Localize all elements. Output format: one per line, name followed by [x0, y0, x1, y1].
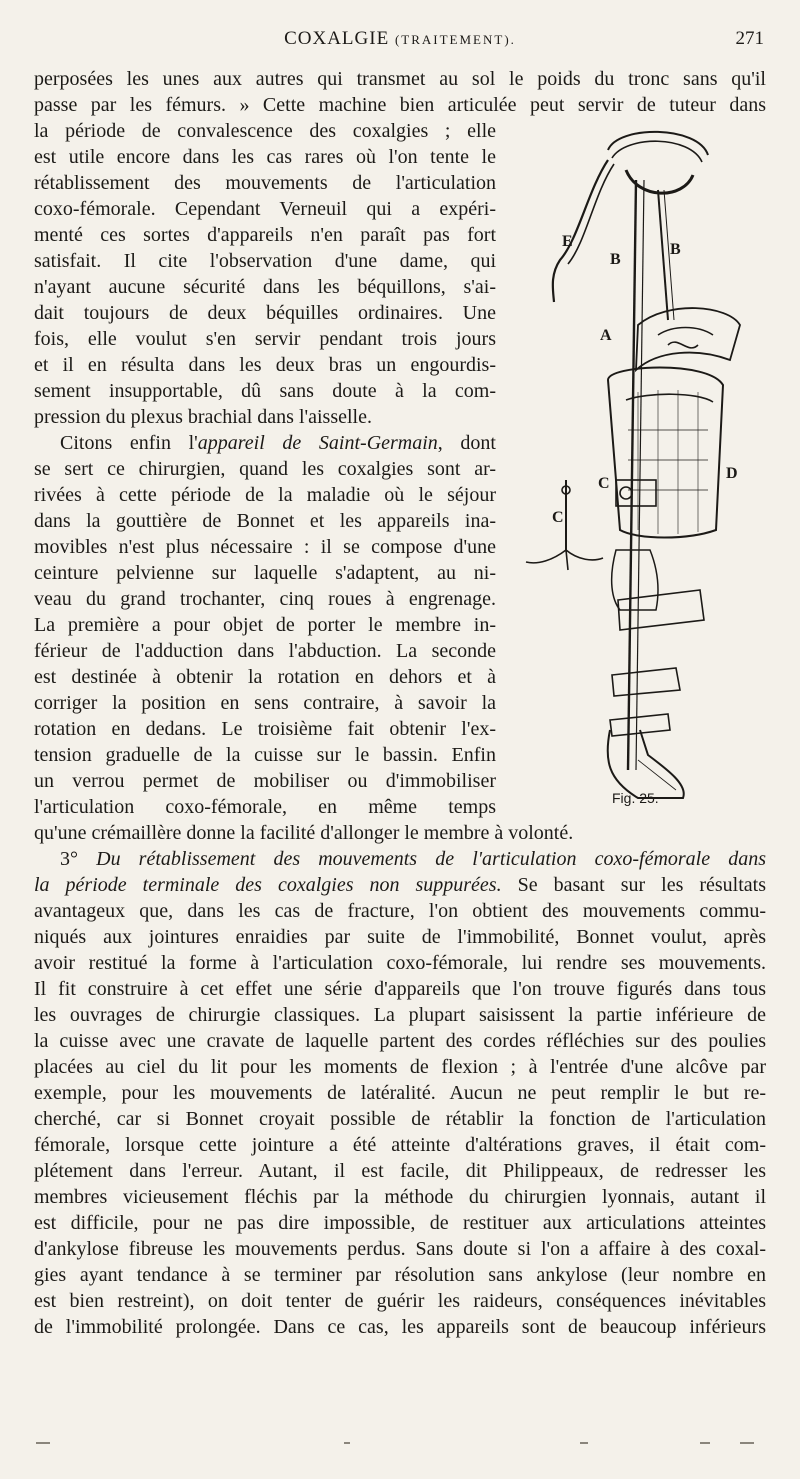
- text-line: est difficile, pour ne pas dire impossible, de restituer aux articulations atteintes: [34, 1212, 766, 1234]
- text-line: et il en résulta dans les deux bras un engourdis-: [34, 354, 496, 376]
- text-line: avoir restitué la forme à l'articulation coxo-fémorale, lui rendre ses mouvements.: [34, 952, 766, 974]
- text-line: la cuisse avec une cravate de laquelle partent des cordes réfléchies sur des poulies: [34, 1030, 766, 1052]
- text-line: de l'immobilité prolongée. Dans ce cas, les appareils sont de beaucoup inférieurs: [34, 1316, 766, 1338]
- text-line: membres vicieusement fléchis par la méthode du chirurgien lyonnais, autant il: [34, 1186, 766, 1208]
- text-line: rotation en dedans. Le troisième fait obtenir l'ex-: [34, 718, 496, 740]
- fig-label-d: D: [726, 465, 738, 482]
- text-line: plétement dans l'erreur. Autant, il est facile, dit Philippeaux, de redresser les: [34, 1160, 766, 1182]
- text-line: est bien restreint), on doit tenter de guérir les raideurs, conséquences inévitables: [34, 1290, 766, 1312]
- italic-run: appareil de Saint-Germain: [197, 432, 438, 454]
- text-line: un verrou permet de mobiliser ou d'immobiliser: [34, 770, 496, 792]
- text-line: menté ces sortes d'appareils n'en paraît pas fort: [34, 224, 496, 246]
- text-line: sement insupportable, dû sans doute à la com-: [34, 380, 496, 402]
- text-line: La première a pour objet de porter le membre in-: [34, 614, 496, 636]
- text-line: gies ayant tendance à se terminer par résolution sans ankylose (leur nombre en: [34, 1264, 766, 1286]
- header-subtitle: (TRAITEMENT).: [394, 32, 516, 47]
- brace-illustration: [508, 130, 770, 810]
- text-line: dait toujours de deux béquilles ordinaires. Une: [34, 302, 496, 324]
- text-line: placées au ciel du lit pour les moments de flexion ; à l'entrée d'une alcôve par: [34, 1056, 766, 1078]
- fig-label-c-upper: C: [598, 475, 610, 492]
- speck: [740, 1442, 754, 1444]
- text-line: les ouvrages de chirurgie classiques. La plupart saisissent la partie inférieure de: [34, 1004, 766, 1026]
- text-line: movibles n'est plus nécessaire : il se compose d'une: [34, 536, 496, 558]
- text-line: veau du grand trochanter, cinq roues à engrenage.: [34, 588, 496, 610]
- text-line: se sert ce chirurgien, quand les coxalgies sont ar-: [34, 458, 496, 480]
- text-line: ceinture pelvienne sur laquelle s'adaptent, au ni-: [34, 562, 496, 584]
- text-line: rivées à cette période de la maladie où le séjour: [34, 484, 496, 506]
- header-title: COXALGIE: [284, 28, 390, 49]
- text-line: n'ayant aucune sécurité dans les béquillons, s'ai-: [34, 276, 496, 298]
- text-run: Se basant sur les résultats: [501, 874, 766, 896]
- text-line: [34, 872, 766, 898]
- text-line: exemple, pour les mouvements de latéralité. Aucun ne peut remplir le but re-: [34, 1082, 766, 1104]
- text-line: perposées les unes aux autres qui transmet au sol le poids du tronc sans qu'il: [34, 68, 766, 90]
- running-header: [34, 28, 766, 58]
- text-line: la période de convalescence des coxalgies ; elle: [34, 120, 496, 142]
- text-line: cherché, car si Bonnet croyait possible de rétablir la fonction de l'articulation: [34, 1108, 766, 1130]
- text-line: Il fit construire à cet effet une série d'appareils que l'on trouve figurés dans tous: [34, 978, 766, 1000]
- text-line: dans la gouttière de Bonnet et les appareils ina-: [34, 510, 496, 532]
- text-run: 3°: [60, 848, 97, 870]
- text-line: avantageux que, dans les cas de fracture, l'on obtient des mouvements commu-: [34, 900, 766, 922]
- text-run: Citons enfin l': [60, 432, 198, 454]
- italic-run: la période terminale des coxalgies non suppurées.: [34, 874, 502, 896]
- page-number: 271: [735, 28, 764, 49]
- text-line: pression du plexus brachial dans l'aisselle.: [34, 406, 372, 428]
- fig-label-a: A: [600, 327, 612, 344]
- speck: [580, 1442, 588, 1444]
- text-line: est utile encore dans les cas rares où l'on tente le: [34, 146, 496, 168]
- text-line: niqués aux jointures enraidies par suite de l'immobilité, Bonnet voulut, après: [34, 926, 766, 948]
- text-line: coxo-fémorale. Cependant Verneuil qui a expéri-: [34, 198, 496, 220]
- fig-label-b-right: B: [670, 241, 681, 258]
- text-line: rétablissement des mouvements de l'articulation: [34, 172, 496, 194]
- text-line: [60, 430, 496, 456]
- text-line: fémorale, lorsque cette jointure a été atteinte d'altérations graves, il était com-: [34, 1134, 766, 1156]
- text-line: corriger la position en sens contraire, à savoir la: [34, 692, 496, 714]
- text-line: d'ankylose fibreuse les mouvements perdus. Sans doute si l'on a affaire à des coxal-: [34, 1238, 766, 1260]
- text-line: qu'une crémaillère donne la facilité d'allonger le membre à volonté.: [34, 822, 574, 844]
- speck: [700, 1442, 710, 1444]
- orthopedic-brace-drawing: [508, 130, 770, 810]
- fig-label-c-lower: C: [552, 509, 564, 526]
- text-line: passe par les fémurs. » Cette machine bien articulée peut servir de tuteur dans: [34, 94, 766, 116]
- italic-run: Du rétablissement des mouvements de l'articulation coxo-fémorale dans: [96, 848, 767, 870]
- running-title: [34, 28, 766, 50]
- text-line: tension graduelle de la cuisse sur le bassin. Enfin: [34, 744, 496, 766]
- text-run: , dont: [437, 432, 496, 454]
- speck: [36, 1442, 50, 1444]
- text-line: [60, 846, 766, 872]
- text-line: fois, elle voulut s'en servir pendant trois jours: [34, 328, 496, 350]
- text-line: l'articulation coxo-fémorale, en même temps: [34, 796, 496, 818]
- text-line: satisfait. Il cite l'observation d'une dame, qui: [34, 250, 496, 272]
- fig-label-e: E: [562, 233, 573, 250]
- fig-label-b-left: B: [610, 251, 621, 268]
- text-line: est destinée à obtenir la rotation en dehors et à: [34, 666, 496, 688]
- speck: [344, 1442, 350, 1444]
- text-line: férieur de l'adduction dans l'abduction. La seconde: [34, 640, 496, 662]
- figure-caption: Fig. 25.: [612, 790, 659, 806]
